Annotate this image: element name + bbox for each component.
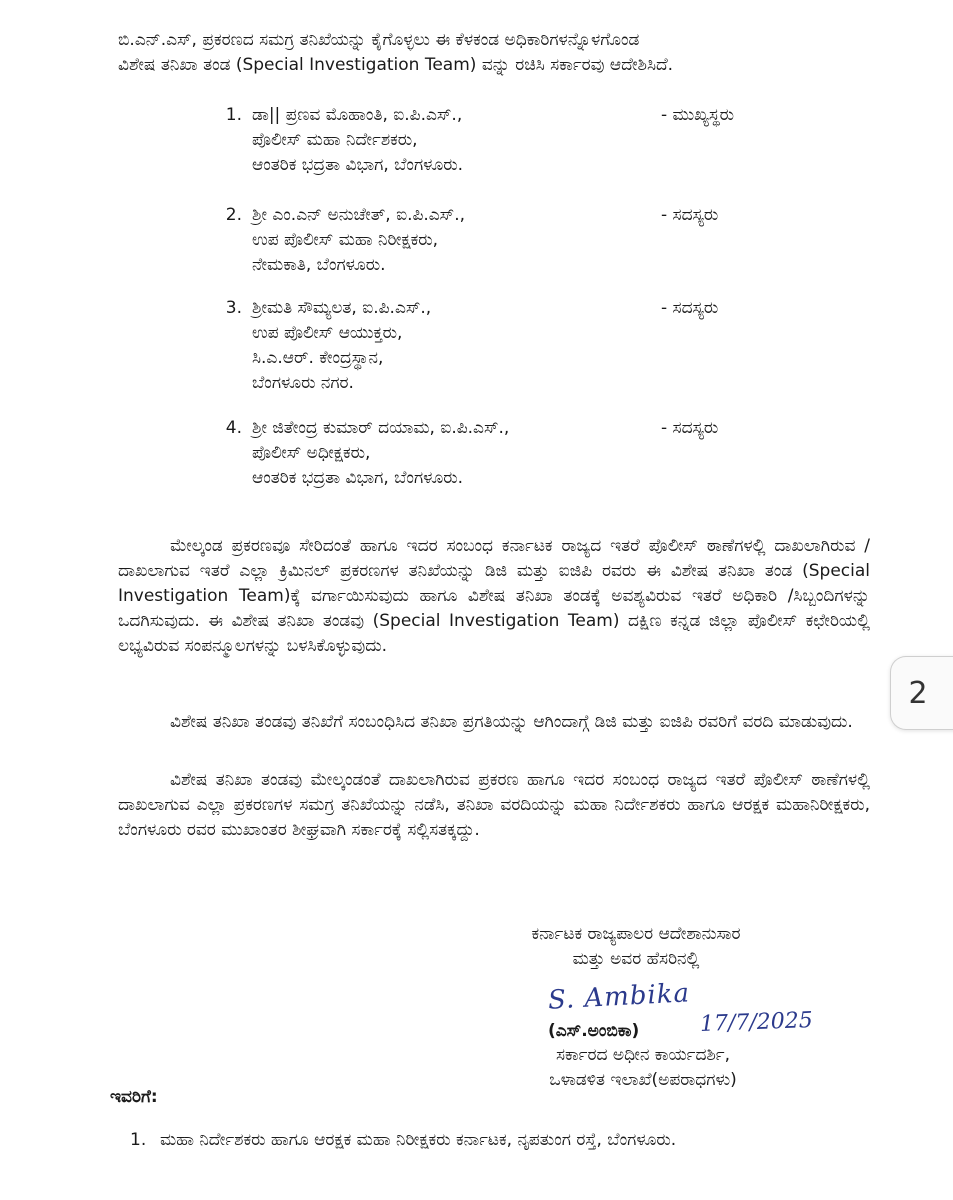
handwritten-signature: S. Ambika bbox=[547, 978, 691, 1016]
member-number: 1. bbox=[225, 105, 242, 125]
designation-line-2: ಒಳಾಡಳಿತ ಇಲಾಖೆ(ಅಪರಾಧಗಳು) bbox=[549, 1070, 737, 1090]
member-line: ಶ್ರೀ ಎಂ.ಎನ್ ಅನುಚೇತ್, ಐ.ಪಿ.ಎಸ್., bbox=[252, 205, 466, 225]
member-line: ಉಪ ಪೊಲೀಸ್ ಆಯುಕ್ತರು, bbox=[252, 323, 403, 343]
intro-line-2: ವಿಶೇಷ ತನಿಖಾ ತಂಡ (Special Investigation Team) ವನ್ನು ರಚಿಸಿ ಸರ್ಕಾರವು ಆದೇಶಿಸಿದೆ. bbox=[118, 55, 674, 75]
member-line: ಆಂತರಿಕ ಭದ್ರತಾ ವಿಭಾಗ, ಬೆಂಗಳೂರು. bbox=[252, 468, 464, 488]
member-line: ಪೊಲೀಸ್ ಅಧೀಕ್ಷಕರು, bbox=[252, 443, 371, 463]
recipients-heading: ಇವರಿಗೆ: bbox=[110, 1087, 158, 1107]
member-line: ಪೊಲೀಸ್ ಮಹಾ ನಿರ್ದೇಶಕರು, bbox=[252, 130, 418, 150]
designation-line-1: ಸರ್ಕಾರದ ಅಧೀನ ಕಾರ್ಯದರ್ಶಿ, bbox=[556, 1045, 730, 1065]
member-line: ನೇಮಕಾತಿ, ಬೆಂಗಳೂರು. bbox=[252, 255, 386, 275]
recipient-number: 1. bbox=[130, 1130, 147, 1150]
member-role: - ಸದಸ್ಯರು bbox=[661, 298, 719, 318]
body-paragraph: ವಿಶೇಷ ತನಿಖಾ ತಂಡವು ತನಿಖೆಗೆ ಸಂಬಂಧಿಸಿದ ತನಿಖಾ ಪ್ರಗತಿಯನ್ನು ಆಗಿಂದಾಗ್ಗೆ ಡಿಜಿ ಮತ್ತು ಐಜಿಪಿ ರವರಿಗೆ ವರದಿ ಮಾಡುವುದು. bbox=[170, 712, 853, 732]
intro-line-1: ಬಿ.ಎನ್.ಎಸ್, ಪ್ರಕರಣದ ಸಮಗ್ರ ತನಿಖೆಯನ್ನು ಕೈಗೊಳ್ಳಲು ಈ ಕೆಳಕಂಡ ಅಧಿಕಾರಿಗಳನ್ನೊಳಗೊಂಡ bbox=[118, 30, 640, 50]
member-details bbox=[252, 203, 465, 278]
signature-date: 17/7/2025 bbox=[699, 1008, 814, 1037]
member-line: ಶ್ರೀ ಜಿತೇಂದ್ರ ಕುಮಾರ್ ದಯಾಮ, ಐ.ಪಿ.ಎಸ್., bbox=[252, 418, 510, 438]
signatory-designation bbox=[493, 1043, 793, 1093]
member-number: 3. bbox=[225, 298, 242, 318]
member-line: ಶ್ರೀಮತಿ ಸೌಮ್ಯಲತ, ಐ.ಪಿ.ಎಸ್., bbox=[252, 298, 432, 318]
page-number-badge: 2 bbox=[890, 656, 953, 730]
member-line: ಬೆಂಗಳೂರು ನಗರ. bbox=[252, 373, 354, 393]
recipient-text: ಮಹಾ ನಿರ್ದೇಶಕರು ಹಾಗೂ ಆರಕ್ಷಕ ಮಹಾ ನಿರೀಕ್ಷಕರು ಕರ್ನಾಟಕ, ನೃಪತುಂಗ ರಸ್ತೆ, ಬೆಂಗಳೂರು. bbox=[160, 1130, 677, 1150]
member-line: ಆಂತರಿಕ ಭದ್ರತಾ ವಿಭಾಗ, ಬೆಂಗಳೂರು. bbox=[252, 155, 464, 175]
authority-line-1: ಕರ್ನಾಟಕ ರಾಜ್ಯಪಾಲರ ಆದೇಶಾನುಸಾರ bbox=[531, 924, 741, 944]
member-number: 4. bbox=[225, 418, 242, 438]
member-details bbox=[252, 296, 431, 396]
signatory-name: (ಎಸ್.ಅಂಬಿಕಾ) bbox=[548, 1021, 640, 1041]
member-line: ಉಪ ಪೊಲೀಸ್ ಮಹಾ ನಿರೀಕ್ಷಕರು, bbox=[252, 230, 439, 250]
intro-paragraph bbox=[118, 28, 870, 78]
authority-line-2: ಮತ್ತು ಅವರ ಹೆಸರಿನಲ್ಲಿ bbox=[572, 949, 700, 969]
member-details bbox=[252, 103, 463, 178]
member-role: - ಮುಖ್ಯಸ್ಥರು bbox=[661, 105, 734, 125]
authority-text bbox=[466, 922, 806, 972]
member-line: ಡಾ|| ಪ್ರಣವ ಮೊಹಾಂತಿ, ಐ.ಪಿ.ಎಸ್., bbox=[252, 105, 463, 125]
member-role: - ಸದಸ್ಯರು bbox=[661, 205, 719, 225]
body-paragraph: ಮೇಲ್ಕಂಡ ಪ್ರಕರಣವೂ ಸೇರಿದಂತೆ ಹಾಗೂ ಇದರ ಸಂಬಂಧ ಕರ್ನಾಟಕ ರಾಜ್ಯದ ಇತರೆ ಪೊಲೀಸ್ ಠಾಣೆಗಳಲ್ಲಿ ದಾಖಲಾಗಿರುವ / ದಾಖಲಾಗುವ ಇತರೆ ಎಲ್ಲಾ ಕ್ರಿಮಿನಲ್ ಪ್ರಕರಣಗಳ ತನಿಖೆಯನ್ನು ಡಿಜಿ ಮತ್ತು ಐಜಿಪಿ ರವರು ಈ ವಿಶೇಷ ತನಿಖಾ ತಂಡ (Special Investigation Team)ಕ್ಕೆ ವರ್ಗಾಯಿಸುವುದು ಹಾಗೂ ವಿಶೇಷ ತನಿಖಾ ತಂಡಕ್ಕೆ ಅವಶ್ಯವಿರುವ ಇತರೆ ಅಧಿಕಾರಿ /ಸಿಬ್ಬಂದಿಗಳನ್ನು ಒದಗಿಸುವುದು. ಈ ವಿಶೇಷ ತನಿಖಾ ತಂಡವು (Special Investigation Team) ದಕ್ಷಿಣ ಕನ್ನಡ ಜಿಲ್ಲಾ ಪೊಲೀಸ್ ಕಛೇರಿಯಲ್ಲಿ ಲಭ್ಯವಿರುವ ಸಂಪನ್ಮೂಲಗಳನ್ನು ಬಳಸಿಕೊಳ್ಳುವುದು. bbox=[118, 536, 870, 656]
member-details bbox=[252, 416, 509, 491]
member-line: ಸಿ.ಎ.ಆರ್. ಕೇಂದ್ರಸ್ಥಾನ, bbox=[252, 348, 384, 368]
body-paragraph: ವಿಶೇಷ ತನಿಖಾ ತಂಡವು ಮೇಲ್ಕಂಡಂತೆ ದಾಖಲಾಗಿರುವ ಪ್ರಕರಣ ಹಾಗೂ ಇದರ ಸಂಬಂಧ ರಾಜ್ಯದ ಇತರೆ ಪೊಲೀಸ್ ಠಾಣೆಗಳಲ್ಲಿ ದಾಖಲಾಗುವ ಎಲ್ಲಾ ಪ್ರಕರಣಗಳ ಸಮಗ್ರ ತನಿಖೆಯನ್ನು ನಡೆಸಿ, ತನಿಖಾ ವರದಿಯನ್ನು ಮಹಾ ನಿರ್ದೇಶಕರು ಹಾಗೂ ಆರಕ್ಷಕ ಮಹಾನಿರೀಕ್ಷಕರು, ಬೆಂಗಳೂರು ರವರ ಮುಖಾಂತರ ಶೀಘ್ರವಾಗಿ ಸರ್ಕಾರಕ್ಕೆ ಸಲ್ಲಿಸತಕ್ಕದ್ದು. bbox=[118, 770, 870, 840]
member-role: - ಸದಸ್ಯರು bbox=[661, 418, 719, 438]
member-number: 2. bbox=[225, 205, 242, 225]
